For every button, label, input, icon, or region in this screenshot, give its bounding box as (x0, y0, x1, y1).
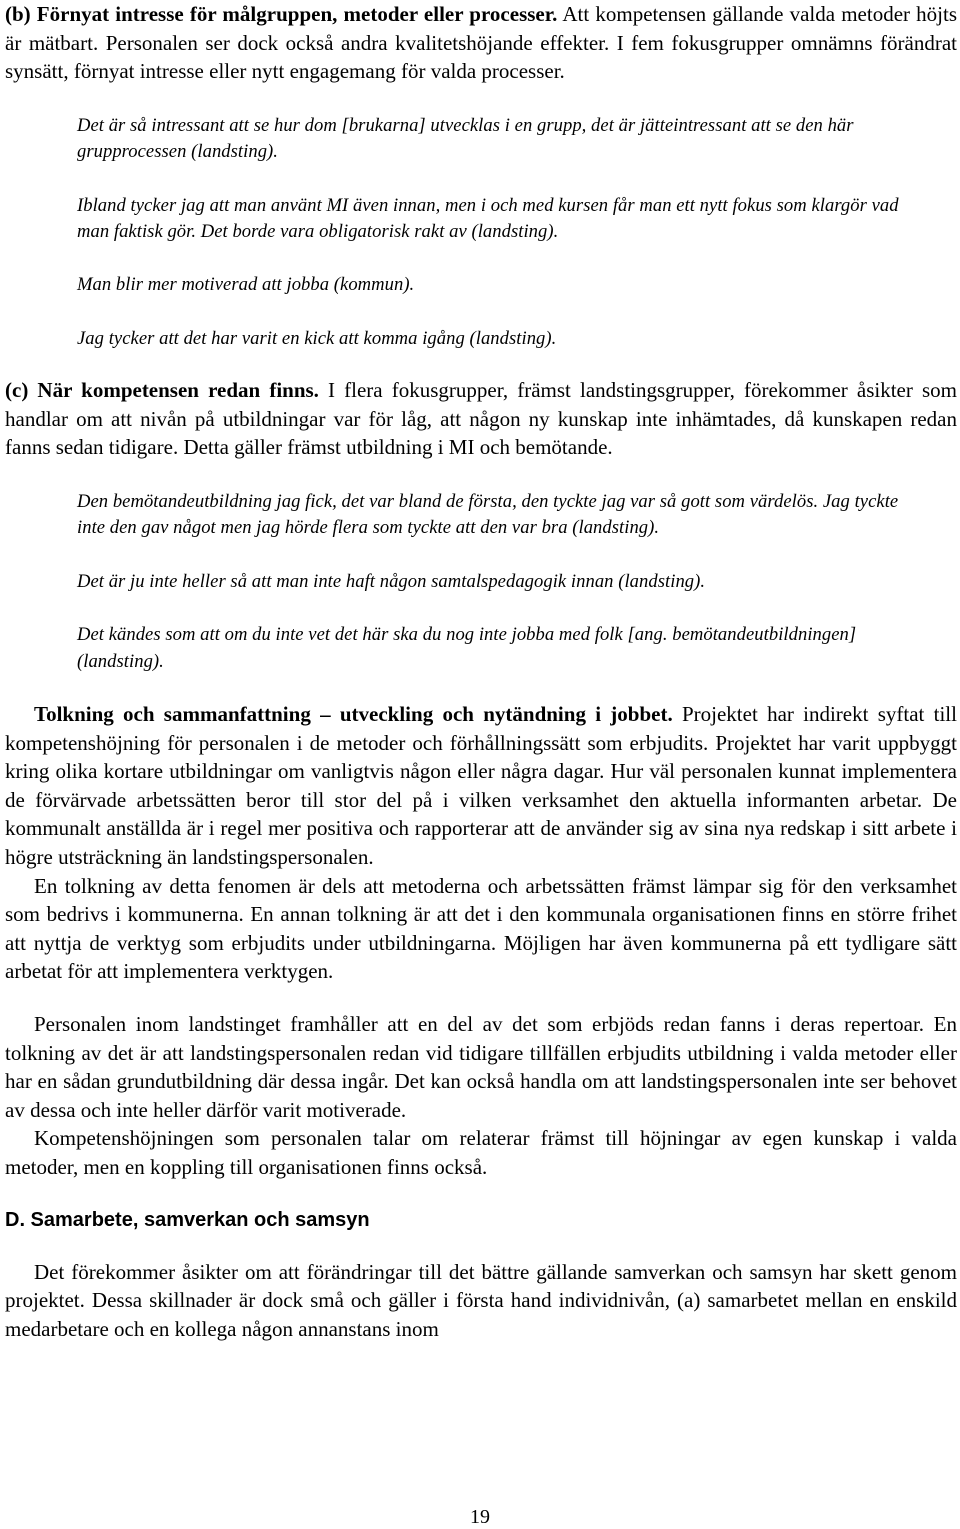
section-c-body: I flera fokusgrupper, främst landstingsgrupper, förekommer åsikter som handlar om att nivån på utbildningar var för låg, att någon ny kunskap inte inhämtades, då kunskapen redan fanns sedan tidigare. Detta gäller främst utbildning i MI och bemötande. (5, 378, 957, 460)
summary-paragraph: Personalen inom landstinget framhåller att en del av det som erbjöds redan fanns i deras repertoar. En tolkning av det är att landstingspersonalen redan vid tidigare tillfällen erbjudits utbildning i valda metoder eller har en sådan grundutbildning där dessa ingår. Det kan också handla om att landstingspersonalen inte ser behovet av dessa och inte heller därför varit motiverade. (5, 1011, 957, 1122)
quote: Det är ju inte heller så att man inte haft någon samtalspedagogik innan (landsting). (77, 570, 706, 592)
section-d-heading: D. Samarbete, samverkan och samsyn (5, 1208, 370, 1231)
document-page (5, 0, 957, 1343)
quote: Man blir mer motiverad att jobba (kommun). (77, 274, 415, 296)
summary-heading: Tolkning och sammanfattning – utveckling och nytändning i jobbet. (34, 702, 673, 727)
quote: Den bemötandeutbildning jag fick, det var bland de första, den tyckte jag var så gott som värdelös. Jag tyckte inte den gav något men jag hörde flera som tyckte att den var bra (landsting). (77, 491, 899, 539)
section-c-heading: (c) När kompetensen redan finns. (5, 378, 319, 403)
section-c-paragraph (5, 376, 957, 462)
section-d-body: Det förekommer åsikter om att förändringar till det bättre gällande samverkan och samsyn har skett genom projektet. Dessa skillnader är dock små och gäller i första hand individnivån, (a) samarbetet mellan en enskild medarbetare och en kollega någon annanstans inom (5, 1259, 957, 1341)
summary-paragraph (5, 700, 957, 872)
summary-paragraph: En tolkning av detta fenomen är dels att metoderna och arbetssätten främst lämpar sig för den verksamhet som bedrivs i kommunerna. En annan tolkning är att det i den kommunala organisationen finns en större frihet att nyttja de verktyg som erbjudits under utbildningarna. Möjligen har även kommunerna på ett tydligare sätt arbetat för att implementera verktygen. (5, 873, 957, 984)
section-b-body: Att kompetensen gällande valda metoder höjts är mätbart. Personalen ser dock också andra kvalitetshöjande effekter. I fem fokusgrupper omnämns förändrat synsätt, förnyat intresse eller nytt engagemang för valda processer. (5, 2, 957, 84)
quote: Det är så intressant att se hur dom [brukarna] utvecklas i en grupp, det är jätteintressant att se den här grupprocessen (landsting). (77, 114, 854, 163)
quote: Ibland tycker jag att man använt MI även innan, men i och med kursen får man ett nytt fokus som klargör vad man faktisk gör. Det borde vara obligatorisk rakt av (landsting). (77, 194, 899, 242)
summary-body: Projektet har indirekt syftat till kompetenshöjning för personalen i de metoder och förhållningssätt som erbjudits. Projektet har varit uppbyggt kring olika kortare utbildningar om vanligtvis någon eller några dagar. Hur väl personalen kunnat implementera de förvärvade arbetssätten beror till stor del på i vilken verksamhet den aktuella informanten arbetar. De kommunalt anställda är i regel mer positiva och rapporterar att de använder sig av sina nya redskap i sitt arbete i högre utsträckning än landstingspersonalen. (5, 702, 957, 869)
section-b-heading: (b) Förnyat intresse för målgruppen, metoder eller processer. (5, 2, 558, 26)
summary-paragraph: Kompetenshöjningen som personalen talar om relaterar främst till höjningar av egen kunskap i valda metoder, men en koppling till organisationen finns också. (5, 1126, 957, 1179)
section-b-paragraph (5, 0, 957, 86)
quote: Jag tycker att det har varit en kick att komma igång (landsting). (77, 327, 557, 349)
quote: Det kändes som att om du inte vet det här ska du nog inte jobba med folk [ang. bemötandeutbildningen] (landsting). (77, 624, 857, 672)
page-number: 19 (470, 1506, 490, 1528)
